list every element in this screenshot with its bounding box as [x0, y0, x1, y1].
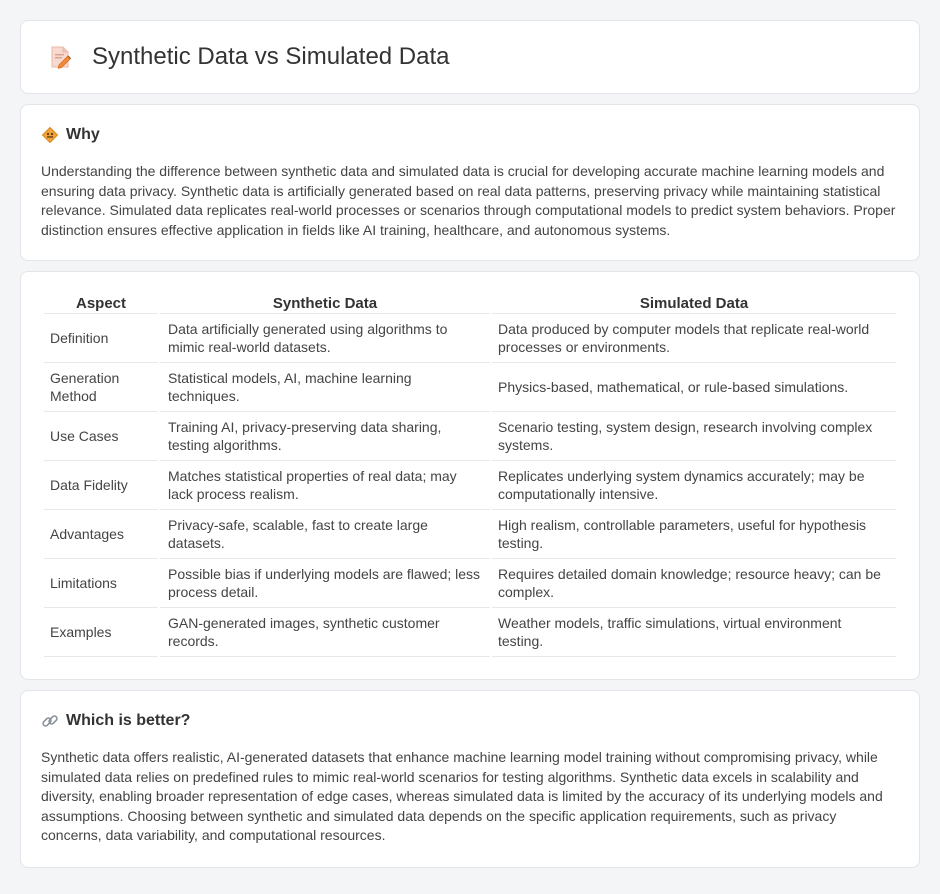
comparison-section [20, 271, 920, 680]
aspect-cell: Data Fidelity [44, 461, 158, 510]
synthetic-cell: Matches statistical properties of real data; may lack process realism. [160, 461, 490, 510]
table-row [44, 363, 896, 412]
comparison-table [42, 294, 898, 657]
better-title: Which is better? [66, 712, 191, 729]
synthetic-cell: Data artificially generated using algorithms to mimic real-world datasets. [160, 314, 490, 363]
aspect-cell: Definition [44, 314, 158, 363]
simulated-cell: Physics-based, mathematical, or rule-based simulations. [492, 363, 896, 412]
aspect-cell: Generation Method [44, 363, 158, 412]
document-pencil-icon [47, 44, 73, 70]
column-header-simulated: Simulated Data [492, 294, 896, 314]
simulated-cell: Requires detailed domain knowledge; resource heavy; can be complex. [492, 559, 896, 608]
better-heading [41, 712, 899, 730]
warning-sign-icon [41, 126, 59, 144]
table-row [44, 608, 896, 657]
page-title: Synthetic Data vs Simulated Data [92, 43, 450, 70]
aspect-cell: Limitations [44, 559, 158, 608]
why-title: Why [66, 126, 100, 143]
simulated-cell: Data produced by computer models that replicate real-world processes or environments. [492, 314, 896, 363]
table-row [44, 510, 896, 559]
table-row [44, 412, 896, 461]
synthetic-cell: GAN-generated images, synthetic customer records. [160, 608, 490, 657]
column-header-aspect: Aspect [44, 294, 158, 314]
table-row [44, 314, 896, 363]
why-section [20, 104, 920, 261]
synthetic-cell: Training AI, privacy-preserving data sharing, testing algorithms. [160, 412, 490, 461]
column-header-synthetic: Synthetic Data [160, 294, 490, 314]
simulated-cell: High realism, controllable parameters, useful for hypothesis testing. [492, 510, 896, 559]
header-card [20, 20, 920, 94]
table-header-row [44, 294, 896, 314]
aspect-cell: Use Cases [44, 412, 158, 461]
aspect-cell: Advantages [44, 510, 158, 559]
why-text: Understanding the difference between synthetic data and simulated data is crucial for developing accurate machine learning models and ensuring data privacy. Synthetic data is artificially generated based on real data patterns, preserving privacy while maintaining statistical relevance. Simulated data replicates real-world processes or scenarios through computational models to predict system behaviors. Proper distinction ensures effective application in fields like AI training, healthcare, and autonomous systems. [41, 163, 896, 238]
why-heading [41, 126, 899, 144]
synthetic-cell: Privacy-safe, scalable, fast to create large datasets. [160, 510, 490, 559]
table-row [44, 461, 896, 510]
table-row [44, 559, 896, 608]
synthetic-cell: Possible bias if underlying models are flawed; less process detail. [160, 559, 490, 608]
synthetic-cell: Statistical models, AI, machine learning techniques. [160, 363, 490, 412]
aspect-cell: Examples [44, 608, 158, 657]
simulated-cell: Weather models, traffic simulations, virtual environment testing. [492, 608, 896, 657]
better-text: Synthetic data offers realistic, AI-generated datasets that enhance machine learning model training without compromising privacy, while simulated data relies on predefined rules to mimic real-world scenarios for testing algorithms. Synthetic data excels in scalability and diversity, enabling broader representation of edge cases, whereas simulated data is limited by the accuracy of its underlying models and assumptions. Choosing between synthetic and simulated data depends on the specific application requirements, such as privacy concerns, data variability, and computational resources. [41, 749, 883, 843]
simulated-cell: Replicates underlying system dynamics accurately; may be computationally intensive. [492, 461, 896, 510]
link-icon [41, 712, 59, 730]
simulated-cell: Scenario testing, system design, research involving complex systems. [492, 412, 896, 461]
which-is-better-section [20, 690, 920, 868]
